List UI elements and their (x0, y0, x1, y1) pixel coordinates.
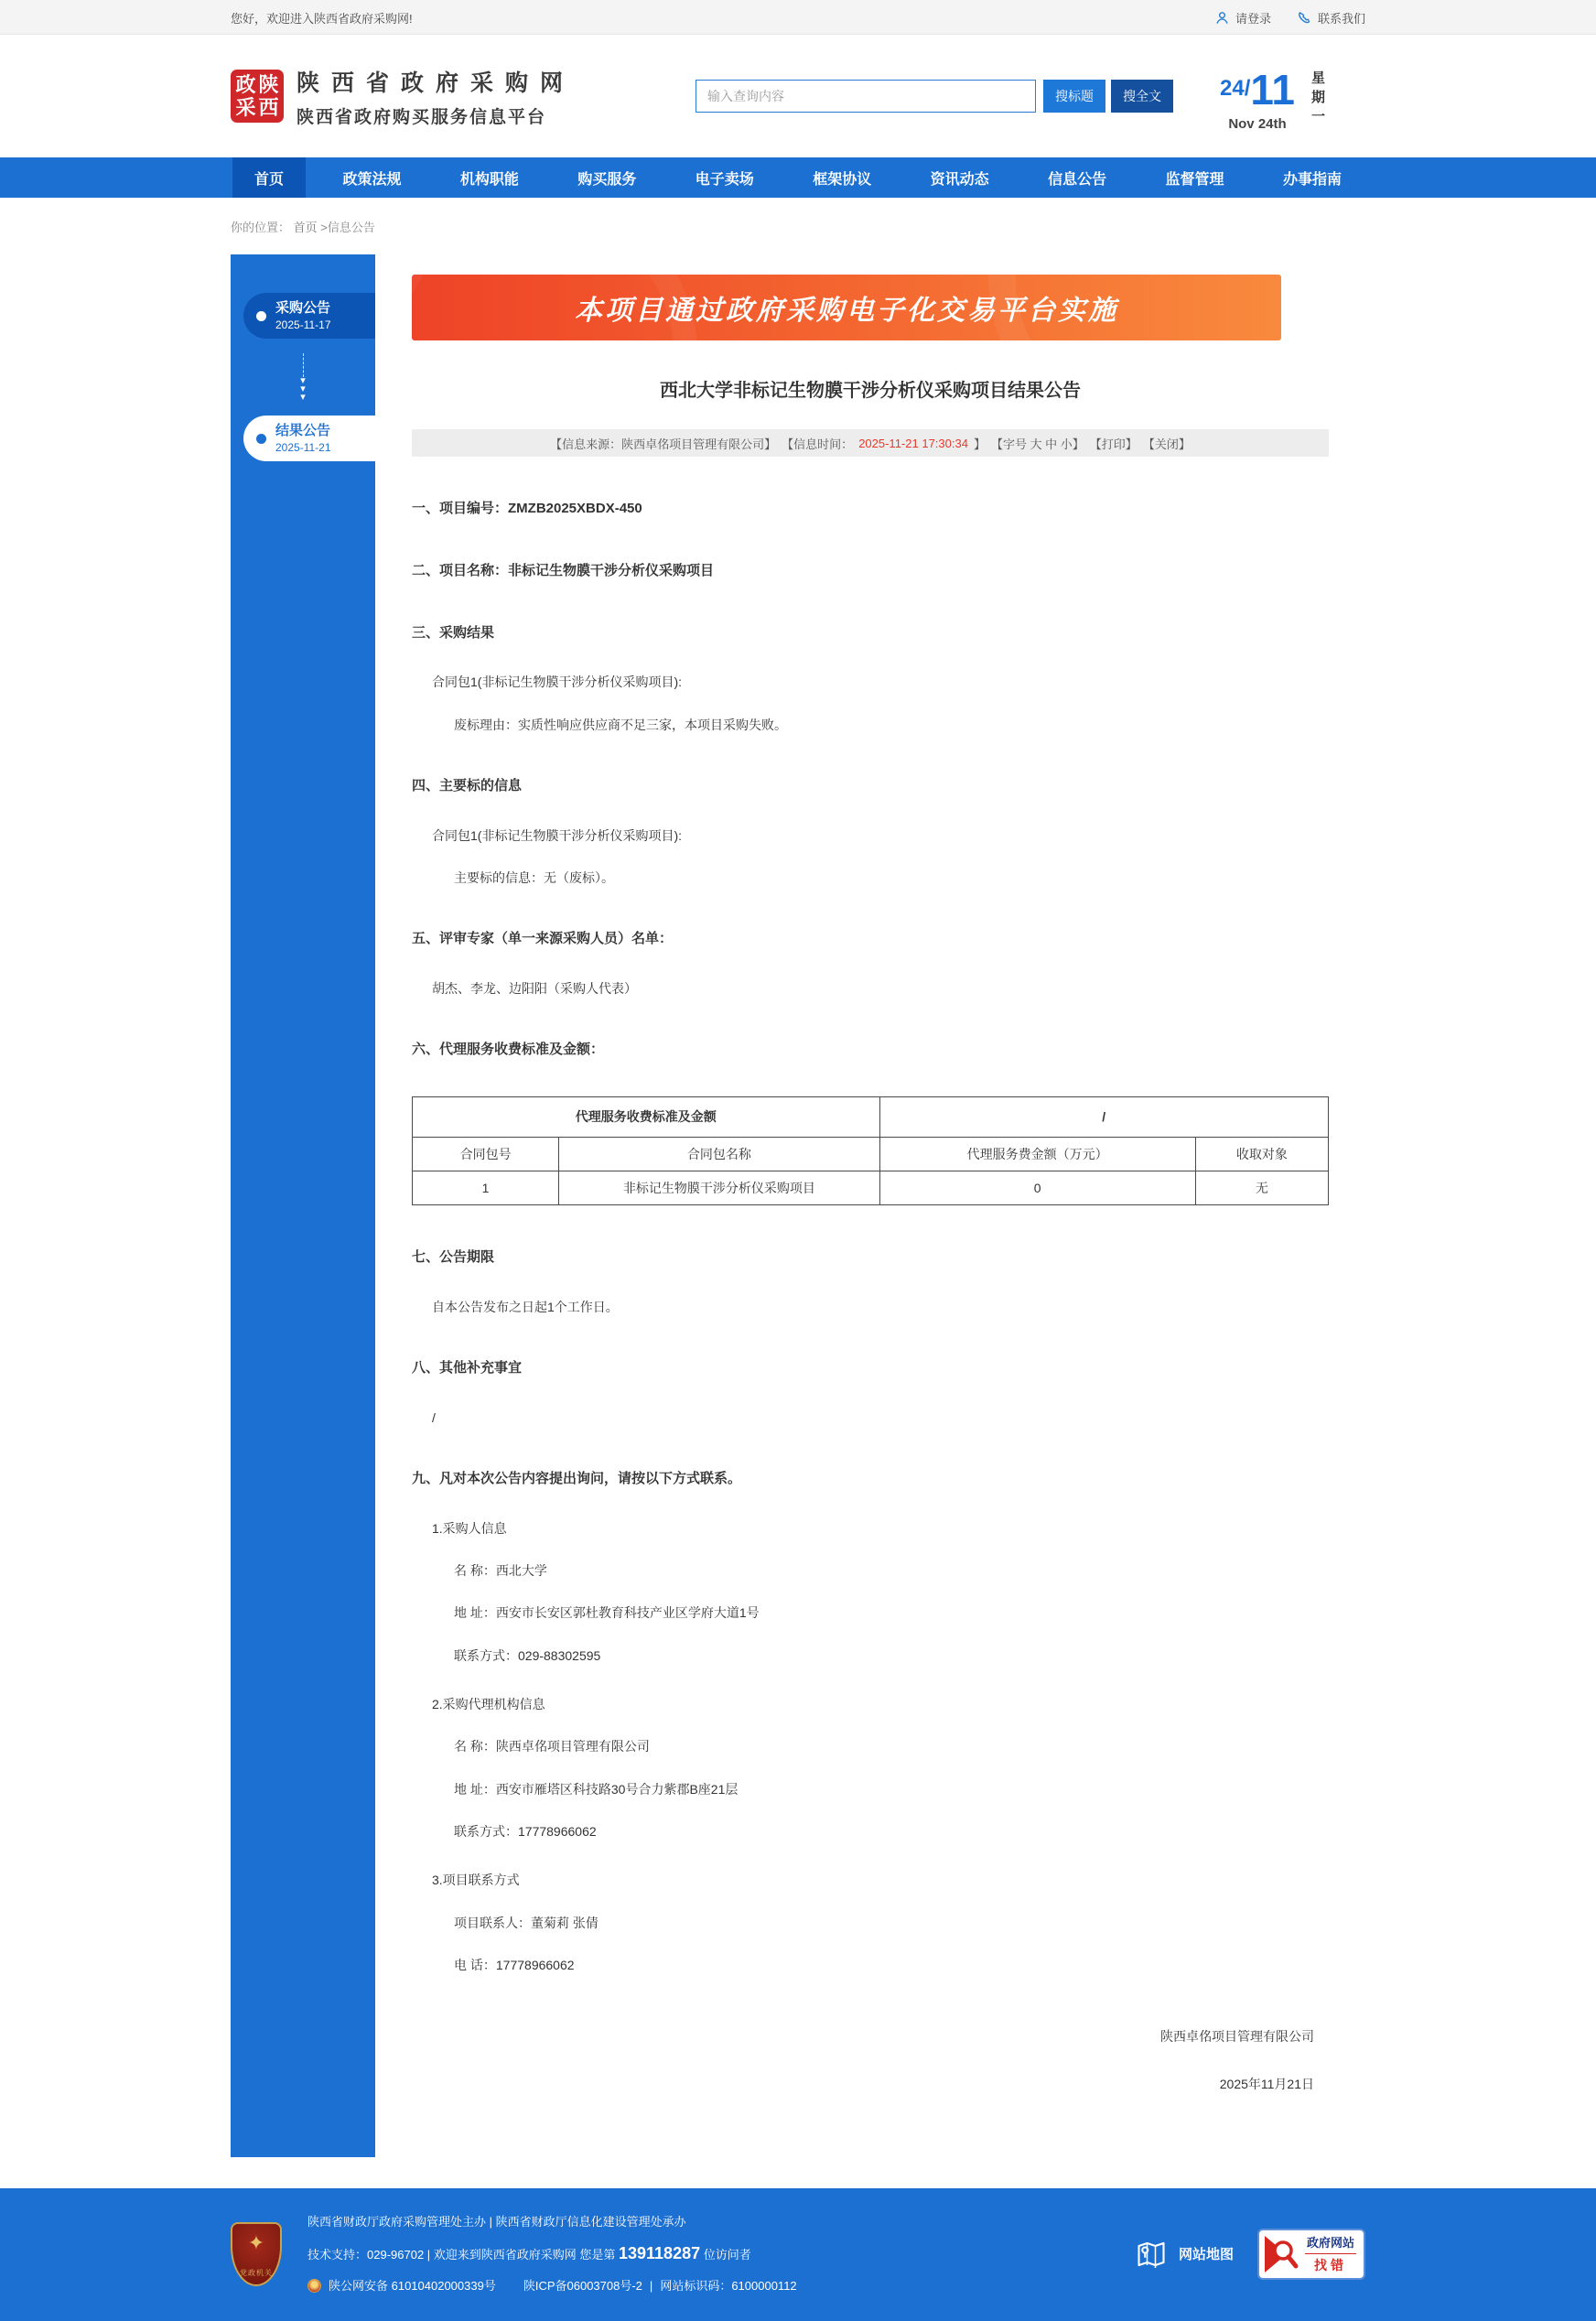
footer-support-prefix: 技术支持：029-96702 | 欢迎来到陕西省政府采购网 您是第 (307, 2248, 619, 2262)
col-header-fee-target: 收取对象 (1195, 1137, 1328, 1171)
purchaser-address-line: 地 址：西安市长安区郭杜教育科技产业区学府大道1号 (454, 1605, 760, 1621)
agency-phone-line: 联系方式：17778966062 (454, 1823, 597, 1839)
info-time: 2025-11-21 17:30:34 (858, 436, 968, 450)
login-label: 请登录 (1235, 11, 1271, 26)
col-header-package-name: 合同包名称 (559, 1137, 879, 1171)
main-subject-line: 主要标的信息：无（废标）。 (454, 869, 614, 885)
nav-item-guide[interactable]: 办事指南 (1282, 171, 1342, 188)
cell-fee-target: 无 (1195, 1171, 1328, 1204)
site-footer (0, 2188, 1596, 2321)
contract-package-line: 合同包1(非标记生物膜干涉分析仪采购项目): (432, 675, 682, 690)
footer-support-suffix: 位访问者 (700, 2248, 751, 2262)
breadcrumb-label: 你的位置： (231, 220, 291, 234)
section-procurement-result: 三、采购结果 (412, 624, 495, 641)
section-main-subject: 四、主要标的信息 (412, 777, 523, 793)
project-contact-phone-line: 电 话：17778966062 (454, 1957, 575, 1972)
search-title-button[interactable]: 搜标题 (1043, 80, 1105, 113)
agency-fee-table (412, 1096, 1329, 1205)
info-time-prefix: 【信息时间： (782, 437, 854, 451)
sidebar (231, 254, 375, 2157)
table-header-row (413, 1137, 1329, 1171)
nav-item-emall[interactable]: 电子卖场 (695, 171, 754, 188)
meta-bar (412, 429, 1329, 457)
sitemap-label: 网站地图 (1178, 2247, 1234, 2263)
breadcrumb (231, 218, 375, 235)
col-header-package-no: 合同包号 (413, 1137, 559, 1171)
agency-info-heading: 2.采购代理机构信息 (432, 1697, 545, 1712)
shield-label: 党政机关 (240, 2268, 273, 2277)
contact-label: 联系我们 (1317, 11, 1365, 26)
breadcrumb-row (231, 198, 1365, 254)
brand[interactable] (231, 65, 575, 128)
section-other-matters: 八、其他补充事宜 (412, 1360, 523, 1376)
fee-table-slash-cell: / (879, 1096, 1329, 1137)
announcement-title: 西北大学非标记生物膜干涉分析仪采购项目结果公告 (660, 381, 1081, 401)
date-weekday: 星期一 (1310, 70, 1325, 128)
nav-item-functions[interactable]: 机构职能 (459, 171, 519, 188)
fee-table-title-cell: 代理服务收费标准及金额 (413, 1096, 880, 1137)
col-header-fee-amount: 代理服务费金额（万元） (879, 1137, 1195, 1171)
announcement-article (375, 254, 1365, 2157)
sidebar-item-title: 采购公告 (275, 299, 331, 316)
error-badge-sub: 找错 (1305, 2253, 1356, 2274)
site-logo (231, 70, 284, 123)
section-experts: 五、评审专家（单一来源采购人员）名单： (412, 931, 674, 947)
cell-package-name: 非标记生物膜干涉分析仪采购项目 (559, 1171, 879, 1204)
main-nav (0, 157, 1596, 198)
footer-beian2[interactable]: 陕ICP备06003708号-2 (523, 2278, 642, 2293)
footer-support-line (307, 2235, 797, 2272)
section-project-number: 一、项目编号：ZMZB2025XBDX-450 (412, 501, 642, 516)
map-icon (1135, 2238, 1168, 2271)
date-widget (1220, 61, 1365, 132)
logo-char: 政 (235, 72, 256, 96)
search-bar (696, 80, 1173, 113)
nav-item-framework[interactable]: 框架协议 (813, 171, 872, 188)
search-fulltext-button[interactable]: 搜全文 (1111, 80, 1173, 113)
nav-item-news[interactable]: 资讯动态 (930, 171, 989, 188)
breadcrumb-home-link[interactable]: 首页 (293, 220, 318, 234)
footer-beian-sep: | (649, 2278, 653, 2293)
other-matters-line: / (432, 1409, 436, 1425)
signature-company: 陕西卓佲项目管理有限公司 (1160, 2029, 1314, 2045)
purchaser-name-line: 名 称：西北大学 (454, 1563, 547, 1579)
magnifier-icon (1263, 2234, 1299, 2274)
date-month: 11 (1250, 65, 1295, 113)
logo-char: 西 (258, 95, 279, 119)
error-report-badge[interactable] (1257, 2229, 1365, 2280)
logo-char: 采 (235, 95, 256, 119)
purchaser-info-heading: 1.采购人信息 (432, 1520, 507, 1536)
nav-item-supervision[interactable]: 监督管理 (1165, 171, 1224, 188)
contact-link[interactable] (1297, 9, 1365, 27)
sidebar-item-procurement-notice[interactable] (243, 293, 375, 339)
error-badge-title: 政府网站 (1306, 2236, 1354, 2251)
nav-item-home[interactable]: 首页 (232, 157, 306, 198)
footer-sponsor-line: 陕西省财政厅政府采购管理处主办 | 陕西省财政厅信息化建设管理处承办 (307, 2215, 686, 2229)
close-button[interactable]: 【关闭】 (1142, 437, 1191, 451)
nav-item-announcements[interactable]: 信息公告 (1048, 171, 1107, 188)
nav-item-purchase-services[interactable]: 购买服务 (577, 171, 637, 188)
experts-names-line: 胡杰、李龙、边阳阳（采购人代表） (432, 980, 637, 996)
government-shield-icon: ✦ 党政机关 (231, 2222, 282, 2286)
project-contact-names-line: 项目联系人：董菊莉 张倩 (454, 1915, 598, 1930)
sidebar-item-title: 结果公告 (275, 422, 331, 438)
search-input[interactable] (696, 80, 1036, 113)
print-button[interactable]: 【打印】 (1089, 437, 1138, 451)
info-time-suffix: 】 (973, 437, 986, 451)
table-row (413, 1096, 1329, 1137)
info-source: 【信息来源：陕西卓佲项目管理有限公司】 (550, 437, 777, 451)
welcome-text: 您好，欢迎进入陕西省政府采购网! (231, 11, 413, 26)
banner-text: 本项目通过政府采购电子化交易平台实施 (575, 296, 1118, 326)
breadcrumb-current: >信息公告 (320, 220, 375, 234)
project-contact-heading: 3.项目联系方式 (432, 1873, 520, 1888)
fontsize-control[interactable]: 【字号 大 中 小】 (990, 437, 1084, 451)
date-slash: / (1244, 75, 1251, 101)
contract-package-line: 合同包1(非标记生物膜干涉分析仪采购项目): (432, 827, 682, 843)
date-day: 24 (1219, 75, 1245, 101)
section-contact: 九、凡对本次公告内容提出询问，请按以下方式联系。 (412, 1471, 742, 1487)
agency-address-line: 地 址：西安市雁塔区科技路30号合力紫郡B座21层 (454, 1781, 739, 1797)
topbar (0, 0, 1596, 35)
user-icon (1214, 10, 1230, 26)
site-header (0, 35, 1596, 157)
signature-date: 2025年11月21日 (1219, 2077, 1314, 2092)
agency-name-line: 名 称：陕西卓佲项目管理有限公司 (454, 1739, 650, 1754)
sidebar-item-date: 2025-11-21 (275, 440, 331, 454)
footer-site-code: 网站标识码：6100000112 (660, 2278, 797, 2293)
nav-item-policies[interactable]: 政策法规 (342, 171, 402, 188)
date-english: Nov 24th (1228, 115, 1287, 132)
platform-banner (412, 275, 1281, 340)
section-project-name: 二、项目名称：非标记生物膜干涉分析仪采购项目 (412, 562, 715, 578)
section-agency-fee: 六、代理服务收费标准及金额： (412, 1042, 605, 1058)
signature-block (412, 2027, 1329, 2093)
footer-beian1[interactable]: 陕公网安备 61010402000339号 (329, 2278, 496, 2293)
bullet-dot-icon (256, 311, 266, 321)
section-announcement-period: 七、公告期限 (412, 1248, 495, 1265)
logo-char: 陕 (258, 72, 279, 96)
cell-package-no: 1 (413, 1171, 559, 1204)
flow-arrow-icon: ▾ ▾ ▾ (231, 339, 375, 416)
main-panel (231, 254, 1365, 2157)
cell-fee-amount: 0 (879, 1171, 1195, 1204)
site-title: 陕西省政府采购网 (297, 70, 576, 96)
visitor-count: 139118287 (619, 2244, 701, 2263)
bullet-dot-icon (256, 434, 266, 444)
failure-reason-line: 废标理由：实质性响应供应商不足三家，本项目采购失败。 (454, 717, 787, 732)
police-badge-icon (307, 2279, 321, 2293)
phone-icon (1297, 10, 1312, 26)
sidebar-item-date: 2025-11-17 (275, 318, 331, 331)
announcement-period-line: 自本公告发布之日起1个工作日。 (432, 1299, 619, 1314)
date-numbers (1219, 65, 1295, 113)
purchaser-phone-line: 联系方式：029-88302595 (454, 1647, 601, 1663)
site-subtitle: 陕西省政府购买服务信息平台 (297, 107, 547, 127)
table-row (413, 1171, 1329, 1204)
sitemap-link[interactable] (1135, 2238, 1234, 2271)
login-link[interactable] (1214, 9, 1271, 27)
sidebar-item-result-notice[interactable] (243, 416, 375, 461)
